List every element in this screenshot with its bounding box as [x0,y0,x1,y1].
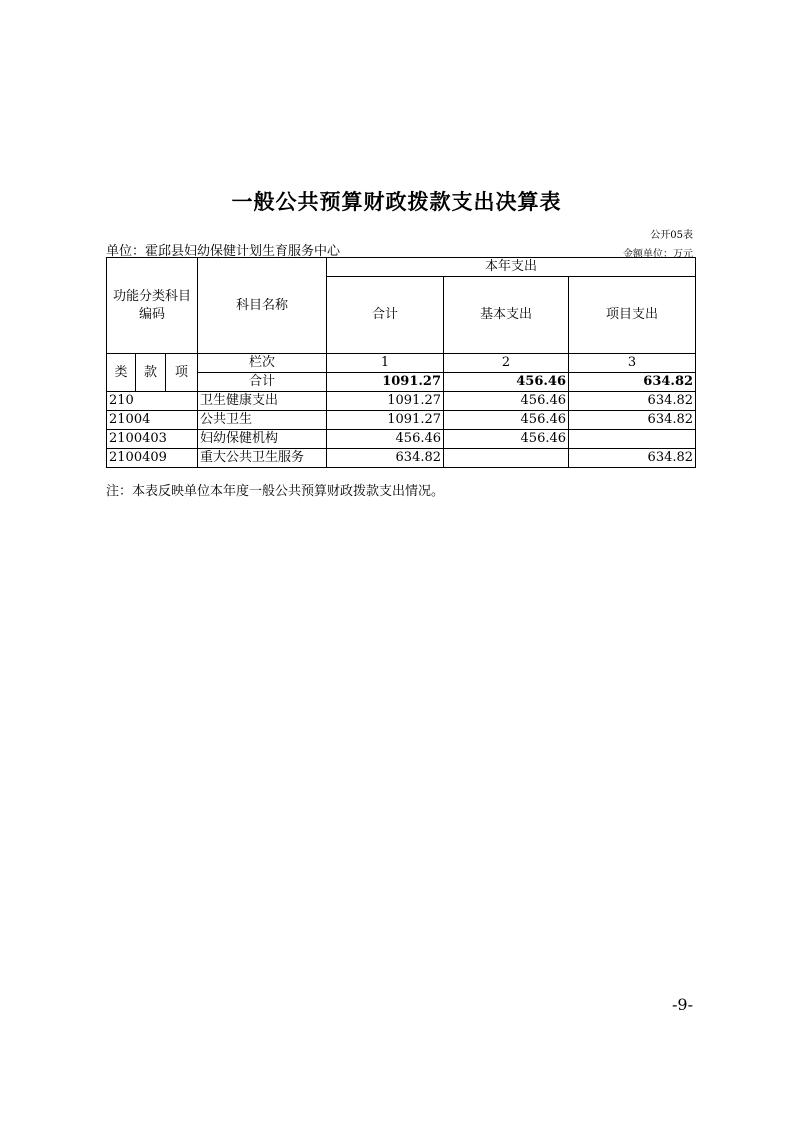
row-name: 卫生健康支出 [198,392,327,411]
money-unit-label: 金额单位：万元 [623,249,693,260]
column-index-label: 栏次 [198,354,327,373]
col-index-2: 2 [444,354,569,373]
table-row [107,392,696,411]
xiang-header: 项 [166,354,198,392]
subject-name-header: 科目名称 [198,258,327,354]
table-row [107,411,696,430]
col-index-1: 1 [327,354,444,373]
total-row-label: 合计 [198,373,327,392]
project-header: 项目支出 [569,277,696,354]
row-name: 妇幼保健机构 [198,430,327,449]
basic-header: 基本支出 [444,277,569,354]
row-project: 634.82 [569,392,696,411]
row-total: 634.82 [327,449,444,468]
row-basic: 456.46 [444,411,569,430]
col-index-3: 3 [569,354,696,373]
row-project: 634.82 [569,449,696,468]
row-name: 重大公共卫生服务 [198,449,327,468]
total-row-total: 1091.27 [327,373,444,392]
row-basic: 456.46 [444,392,569,411]
table-row [107,430,696,449]
row-basic: 456.46 [444,430,569,449]
kuan-header: 款 [136,354,166,392]
row-name: 公共卫生 [198,411,327,430]
current-year-header: 本年支出 [327,258,696,277]
row-basic [444,449,569,468]
row-code: 210 [107,392,198,411]
row-code: 2100403 [107,430,198,449]
lei-header: 类 [107,354,136,392]
total-row-project: 634.82 [569,373,696,392]
page-title: 一般公共预算财政拨款支出决算表 [231,190,562,214]
page-number: -9- [672,995,693,1014]
row-project: 634.82 [569,411,696,430]
expenditure-table [106,257,696,468]
row-total: 1091.27 [327,411,444,430]
row-total: 1091.27 [327,392,444,411]
total-header: 合计 [327,277,444,354]
row-project [569,430,696,449]
row-code: 2100409 [107,449,198,468]
table-row [107,449,696,468]
row-code: 21004 [107,411,198,430]
total-row-basic: 456.46 [444,373,569,392]
table-note: 注：本表反映单位本年度一般公共预算财政拨款支出情况。 [106,484,445,499]
row-total: 456.46 [327,430,444,449]
form-number: 公开05表 [650,230,693,241]
func-code-header: 功能分类科目编码 [107,258,198,354]
unit-label: 单位：霍邱县妇幼保健计划生育服务中心 [106,244,341,259]
